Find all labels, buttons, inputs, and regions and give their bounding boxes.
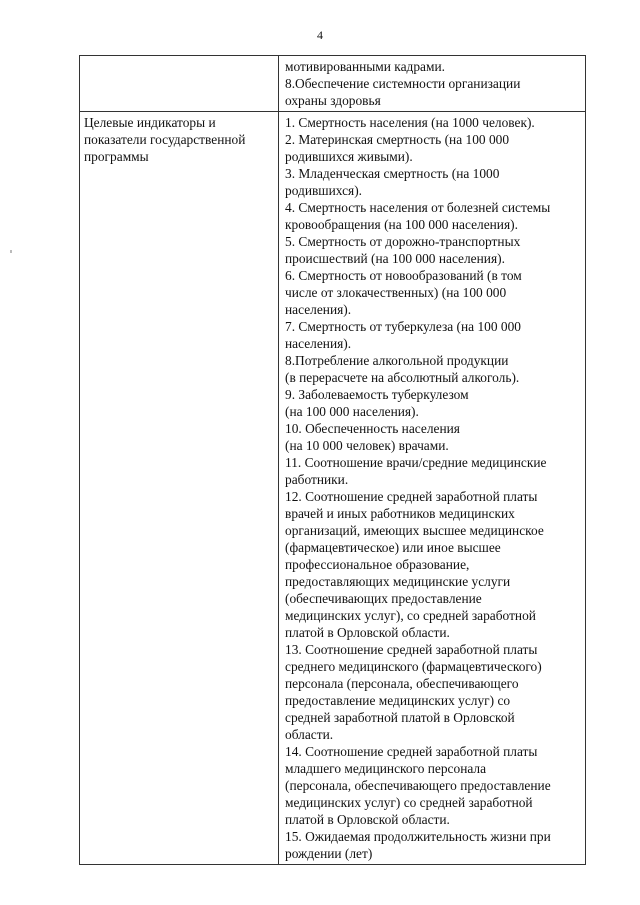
page-number: 4 (317, 28, 323, 42)
cell-text-line: 13. Соотношение средней заработной платы (285, 642, 538, 657)
parameter-name-cell (80, 56, 279, 111)
cell-text-line: работники. (285, 472, 349, 487)
cell-text-line: предоставление медицинских услуг) со (285, 693, 511, 708)
parameter-value-cell (279, 112, 585, 864)
cell-text-line: населения). (285, 336, 352, 351)
cell-text-line: 9. Заболеваемость туберкулезом (285, 387, 469, 402)
cell-text-line: 11. Соотношение врачи/средние медицинские (285, 455, 547, 470)
cell-text-line: (фармацевтическое) или иное высшее (285, 540, 501, 555)
table-row (80, 56, 585, 111)
cell-text-line: 12. Соотношение средней заработной платы (285, 489, 538, 504)
cell-text-line: кровообращения (на 100 000 населения). (285, 217, 518, 232)
cell-text-line: 10. Обеспеченность населения (285, 421, 460, 436)
cell-text-line: 2. Материнская смертность (на 100 000 (285, 132, 510, 147)
cell-text-line: родившихся). (285, 183, 363, 198)
cell-text-line: медицинских услуг), со средней заработной (285, 608, 536, 623)
cell-text-line: медицинских услуг) со средней заработной (285, 795, 533, 810)
cell-text-line: врачей и иных работников медицинских (285, 506, 515, 521)
cell-text-line: 15. Ожидаемая продолжительность жизни при (285, 829, 551, 844)
program-table (79, 55, 586, 865)
cell-text-line: младшего медицинского персонала (285, 761, 487, 776)
cell-text-line: персонала (персонала, обеспечивающего (285, 676, 519, 691)
cell-text-line: средней заработной платой в Орловской (285, 710, 515, 725)
cell-text-line: числе от злокачественных) (на 100 000 (285, 285, 507, 300)
cell-text-line: 3. Младенческая смертность (на 1000 (285, 166, 500, 181)
cell-text-line: 4. Смертность населения от болезней системы (285, 200, 551, 215)
cell-text-line: 8.Обеспечение системности организации (285, 76, 521, 91)
cell-text-line: (в перерасчете на абсолютный алкоголь). (285, 370, 520, 385)
parameter-value-cell (279, 56, 585, 111)
cell-text-line: охраны здоровья (285, 93, 381, 108)
cell-text-line: (обеспечивающих предоставление (285, 591, 482, 606)
cell-text-line: 8.Потребление алкогольной продукции (285, 353, 509, 368)
cell-text-line: (на 100 000 населения). (285, 404, 419, 419)
cell-text-line: профессиональное образование, (285, 557, 470, 572)
cell-text-line: предоставляющих медицинские услуги (285, 574, 511, 589)
table-row (80, 111, 585, 864)
cell-text-line: Целевые индикаторы и (84, 115, 216, 130)
cell-text-line: 6. Смертность от новообразований (в том (285, 268, 522, 283)
cell-text-line: родившихся живыми). (285, 149, 413, 164)
cell-text-line: (на 10 000 человек) врачами. (285, 438, 449, 453)
cell-text-line: рождении (лет) (285, 846, 373, 861)
parameter-name-cell (80, 112, 279, 864)
cell-text-line: 5. Смертность от дорожно-транспортных (285, 234, 521, 249)
cell-text-line: населения). (285, 302, 352, 317)
margin-mark (10, 250, 12, 253)
cell-text-line: 1. Смертность населения (на 1000 человек). (285, 115, 535, 130)
cell-text-line: показатели государственной (84, 132, 246, 147)
cell-text-line: 7. Смертность от туберкулеза (на 100 000 (285, 319, 521, 334)
cell-text-line: 14. Соотношение средней заработной платы (285, 744, 538, 759)
cell-text-line: мотивированными кадрами. (285, 59, 445, 74)
cell-text-line: происшествий (на 100 000 населения). (285, 251, 505, 266)
cell-text-line: среднего медицинского (фармацевтического) (285, 659, 542, 674)
cell-text-line: программы (84, 149, 149, 164)
cell-text-line: платой в Орловской области. (285, 625, 450, 640)
cell-text-line: области. (285, 727, 334, 742)
cell-text-line: платой в Орловской области. (285, 812, 450, 827)
cell-text-line: (персонала, обеспечивающего предоставление (285, 778, 551, 793)
cell-text-line: организаций, имеющих высшее медицинское (285, 523, 544, 538)
